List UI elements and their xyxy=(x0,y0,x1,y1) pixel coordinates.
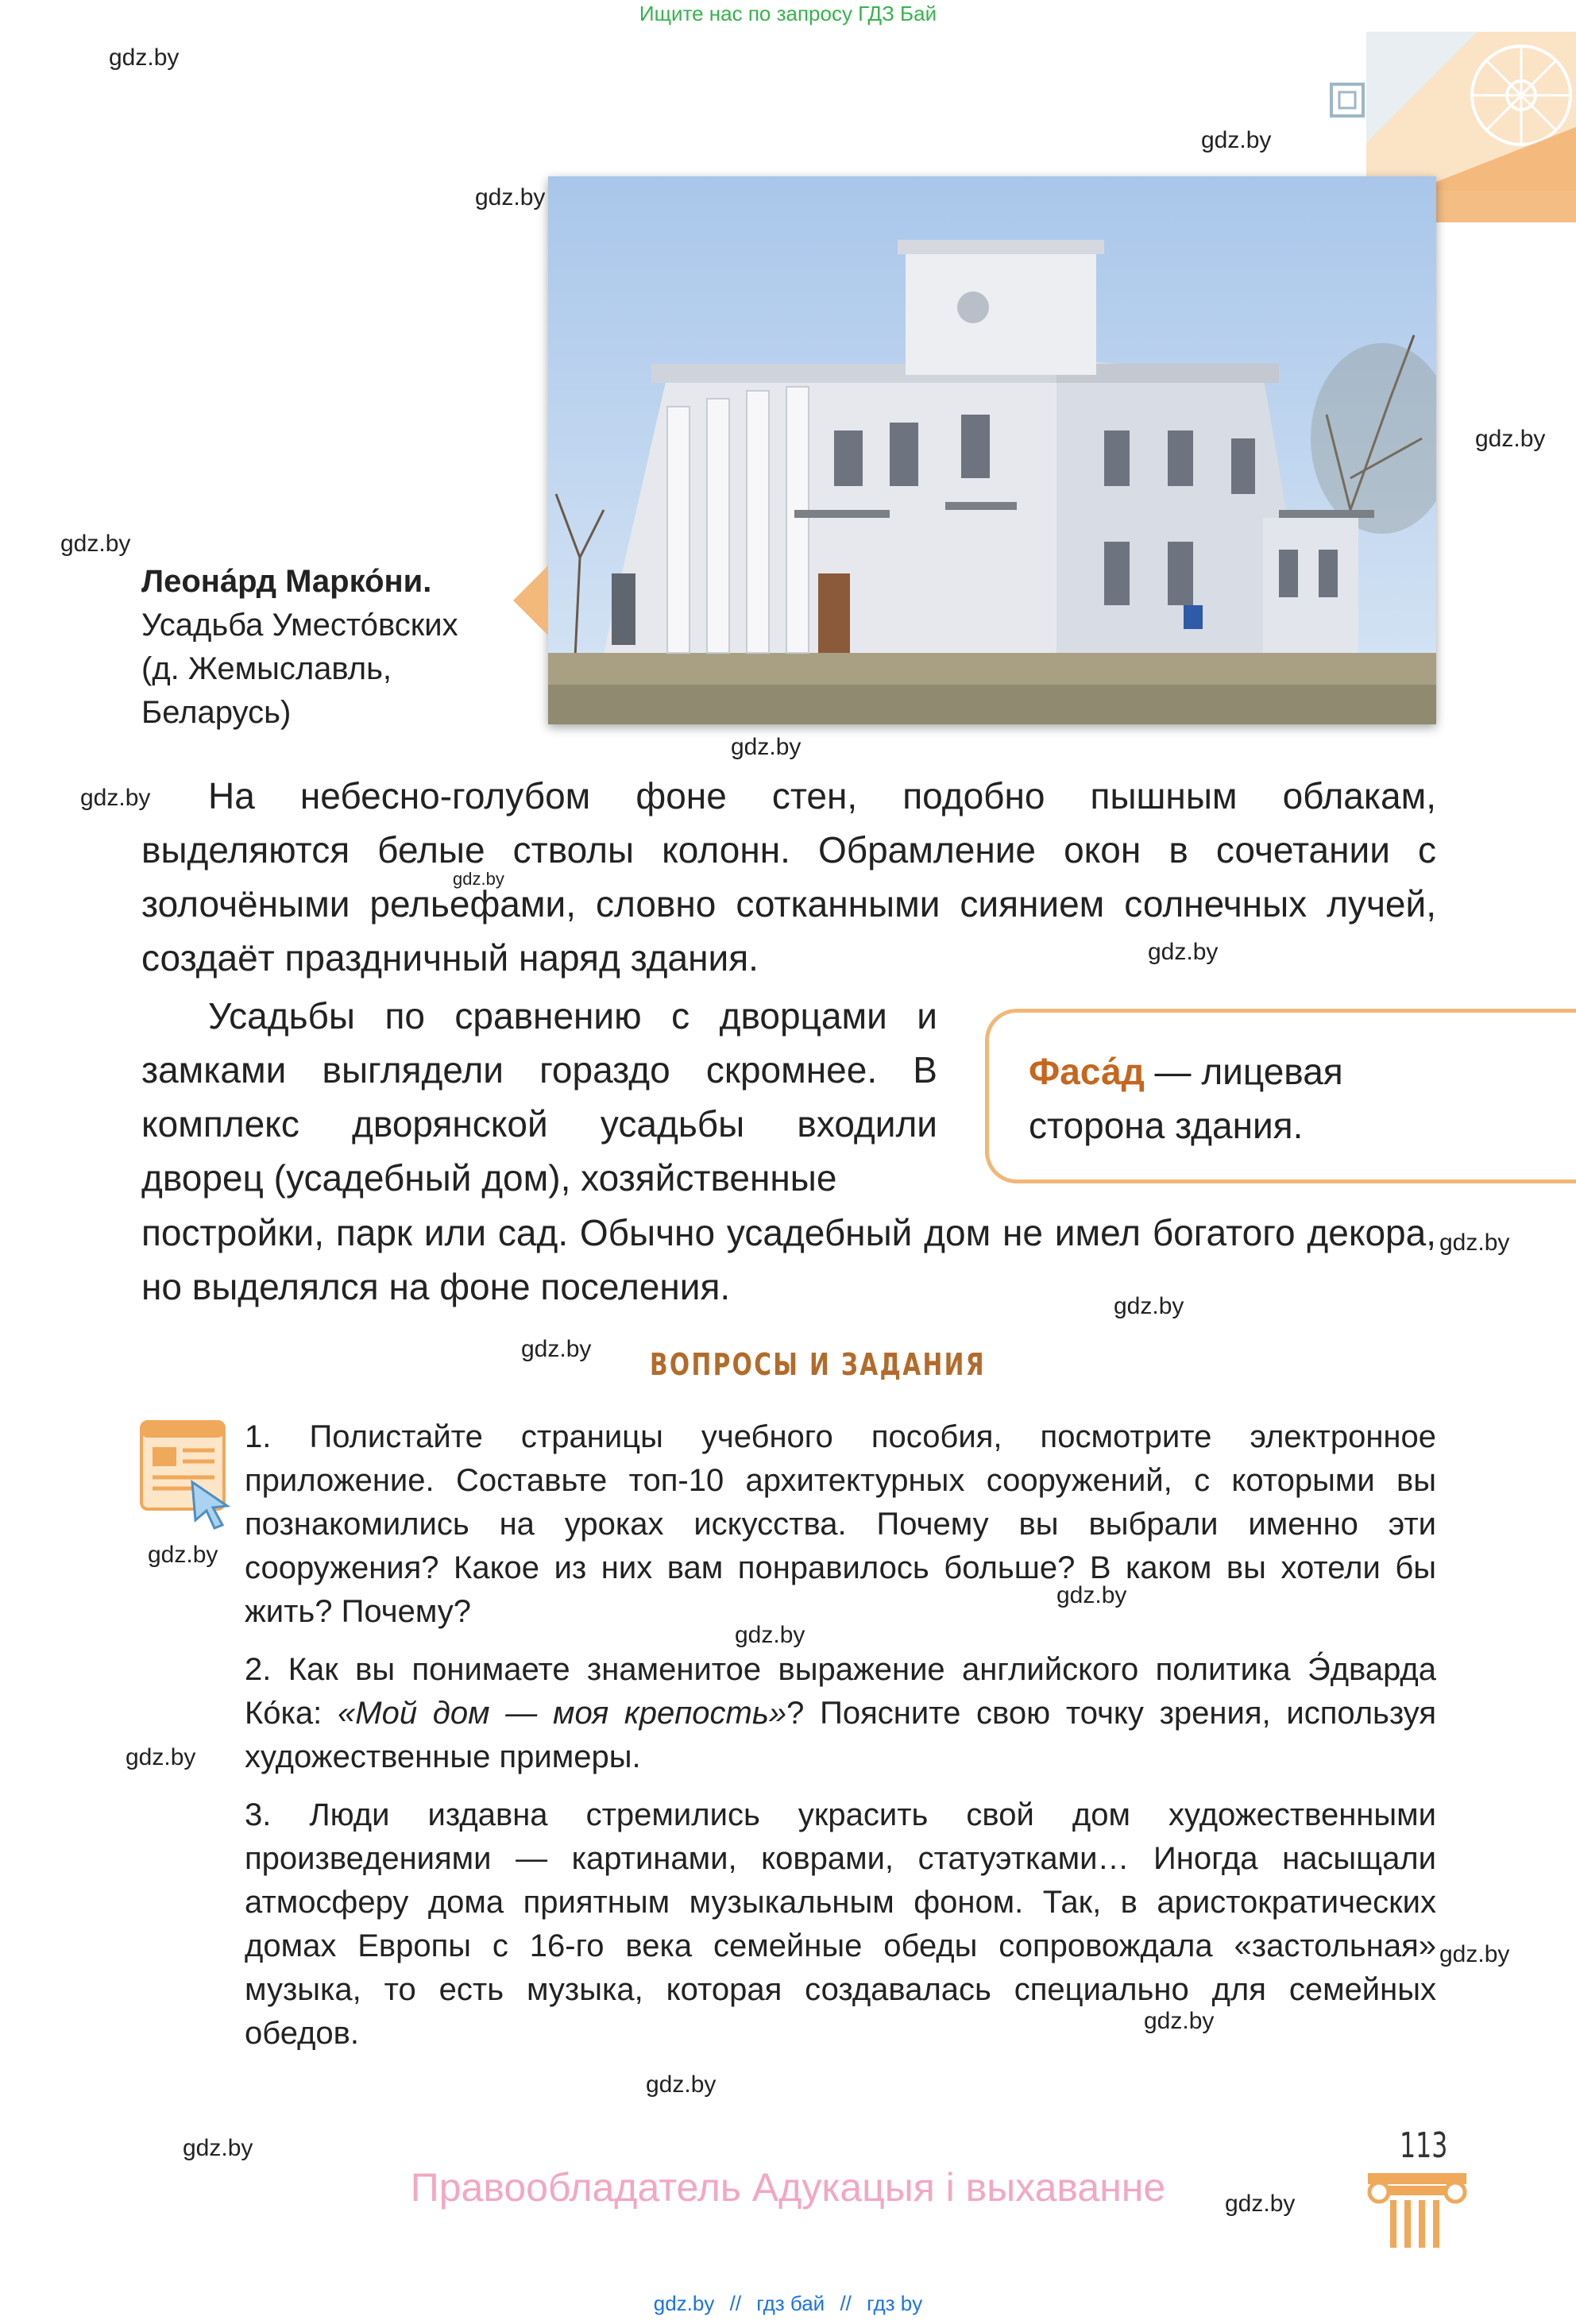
caption-pointer xyxy=(513,566,548,635)
watermark: gdz.by xyxy=(475,184,546,210)
watermark: gdz.by xyxy=(60,531,131,557)
definition-box xyxy=(985,1009,1576,1183)
watermark: gdz.by xyxy=(521,1336,592,1362)
question-text: 2. Как вы понимаете знаменитое выражение английского политика Э́дварда Ко́ка: xyxy=(245,1652,1436,1731)
body-paragraph-1 xyxy=(141,769,1436,985)
footer-separator: // xyxy=(729,2291,742,2315)
watermark: gdz.by xyxy=(80,785,151,811)
body-paragraph-3 xyxy=(141,1206,1436,1314)
footer-link[interactable]: гдз бай xyxy=(756,2291,825,2315)
body-paragraph-2 xyxy=(141,989,937,1205)
watermark: gdz.by xyxy=(126,1744,196,1770)
watermark: gdz.by xyxy=(148,1542,218,1568)
watermark: gdz.by xyxy=(453,869,504,889)
definition-body: — лицевая сторона здания. xyxy=(1029,1051,1343,1146)
electronic-supplement-icon[interactable] xyxy=(140,1419,235,1530)
watermark: gdz.by xyxy=(1201,127,1272,153)
definition-term: Фаса́д xyxy=(1029,1051,1145,1092)
watermark: gdz.by xyxy=(1475,426,1546,452)
figure-location: (д. Жемыславль, xyxy=(141,651,392,686)
question-text: 1. Полистайте страницы учебного пособия, посмотрите электронное приложение. Составьте топ-10 архитектурных сооружений, с которыми вы познакомились на уроках искусства. Почему вы выбрали именно эти сооружения? Какое из них вам понравилось больше? В каком вы хотели бы жить? Почему? xyxy=(245,1419,1436,1629)
watermark: gdz.by xyxy=(183,2135,253,2161)
page-number: 113 xyxy=(1400,2125,1448,2166)
question-1 xyxy=(245,1415,1436,1634)
watermark: gdz.by xyxy=(735,1622,805,1648)
figure-title: Усадьба Уместо́вских xyxy=(141,608,458,643)
footer-separator: // xyxy=(840,2291,852,2315)
manor-photo xyxy=(548,176,1436,724)
watermark: gdz.by xyxy=(109,44,180,71)
copyright-notice: Правообладатель Адукацыя і выхаванне xyxy=(410,2165,1166,2210)
watermark: gdz.by xyxy=(731,734,802,760)
questions-heading: ВОПРОСЫ И ЗАДАНИЯ xyxy=(650,1347,986,1382)
question-text: 3. Люди издавна стремились украсить свой дом художественными произведениями — картинами, коврами, статуэтками… Иногда насыщали атмосферу дома приятным музыкальным фоном. Так, в аристократических домах Европы с 16-го века семейные обеды сопровождала «застольная» музыка, то есть музыка, которая создавалась специально для семейных обедов. xyxy=(245,1797,1436,2051)
footer-link[interactable]: gdz.by xyxy=(653,2291,715,2315)
search-hint[interactable]: Ищите нас по запросу ГДЗ Бай xyxy=(639,2,937,25)
paragraph-text: Усадьбы по сравнению с дворцами и замками выглядели гораздо скромнее. В комплекс дворянской усадьбы входили дворец (усадебный дом), хозяйственные xyxy=(141,995,937,1199)
question-3 xyxy=(245,1793,1436,2056)
manor-illustration xyxy=(548,176,1436,724)
footer-links xyxy=(0,2291,1576,2316)
figure-author: Леона́рд Марко́ни. xyxy=(141,564,432,599)
watermark: gdz.by xyxy=(1225,2191,1296,2217)
watermark: gdz.by xyxy=(1148,939,1219,965)
watermark: gdz.by xyxy=(1114,1293,1184,1319)
paragraph-text: постройки, парк или сад. Обычно усадебный дом не имел богатого декора, но выделялся на фоне поселения. xyxy=(141,1212,1436,1307)
question-quote: «Мой дом — моя крепость» xyxy=(338,1696,787,1731)
watermark: gdz.by xyxy=(646,2071,717,2098)
figure-country: Беларусь) xyxy=(141,695,292,730)
definition-text xyxy=(1029,1044,1474,1152)
question-2 xyxy=(245,1648,1436,1779)
paragraph-text: На небесно-голубом фоне стен, подобно пышным облакам, выделяются белые стволы колонн. Обрамление окон в сочетании с золочёными рельефами, словно сотканными сиянием солнечных лучей, создаёт праздничный наряд здания. xyxy=(141,775,1436,979)
watermark: gdz.by xyxy=(1439,1941,1510,1967)
column-capital-icon xyxy=(1365,2168,1470,2248)
question-text: ? Поясните свою точку зрения, используя художественные примеры. xyxy=(245,1696,1436,1774)
watermark: gdz.by xyxy=(1144,2008,1215,2034)
watermark: gdz.by xyxy=(1056,1582,1127,1608)
watermark: gdz.by xyxy=(1439,1230,1510,1256)
footer-link[interactable]: гдз by xyxy=(867,2291,923,2315)
figure-caption xyxy=(141,560,499,735)
